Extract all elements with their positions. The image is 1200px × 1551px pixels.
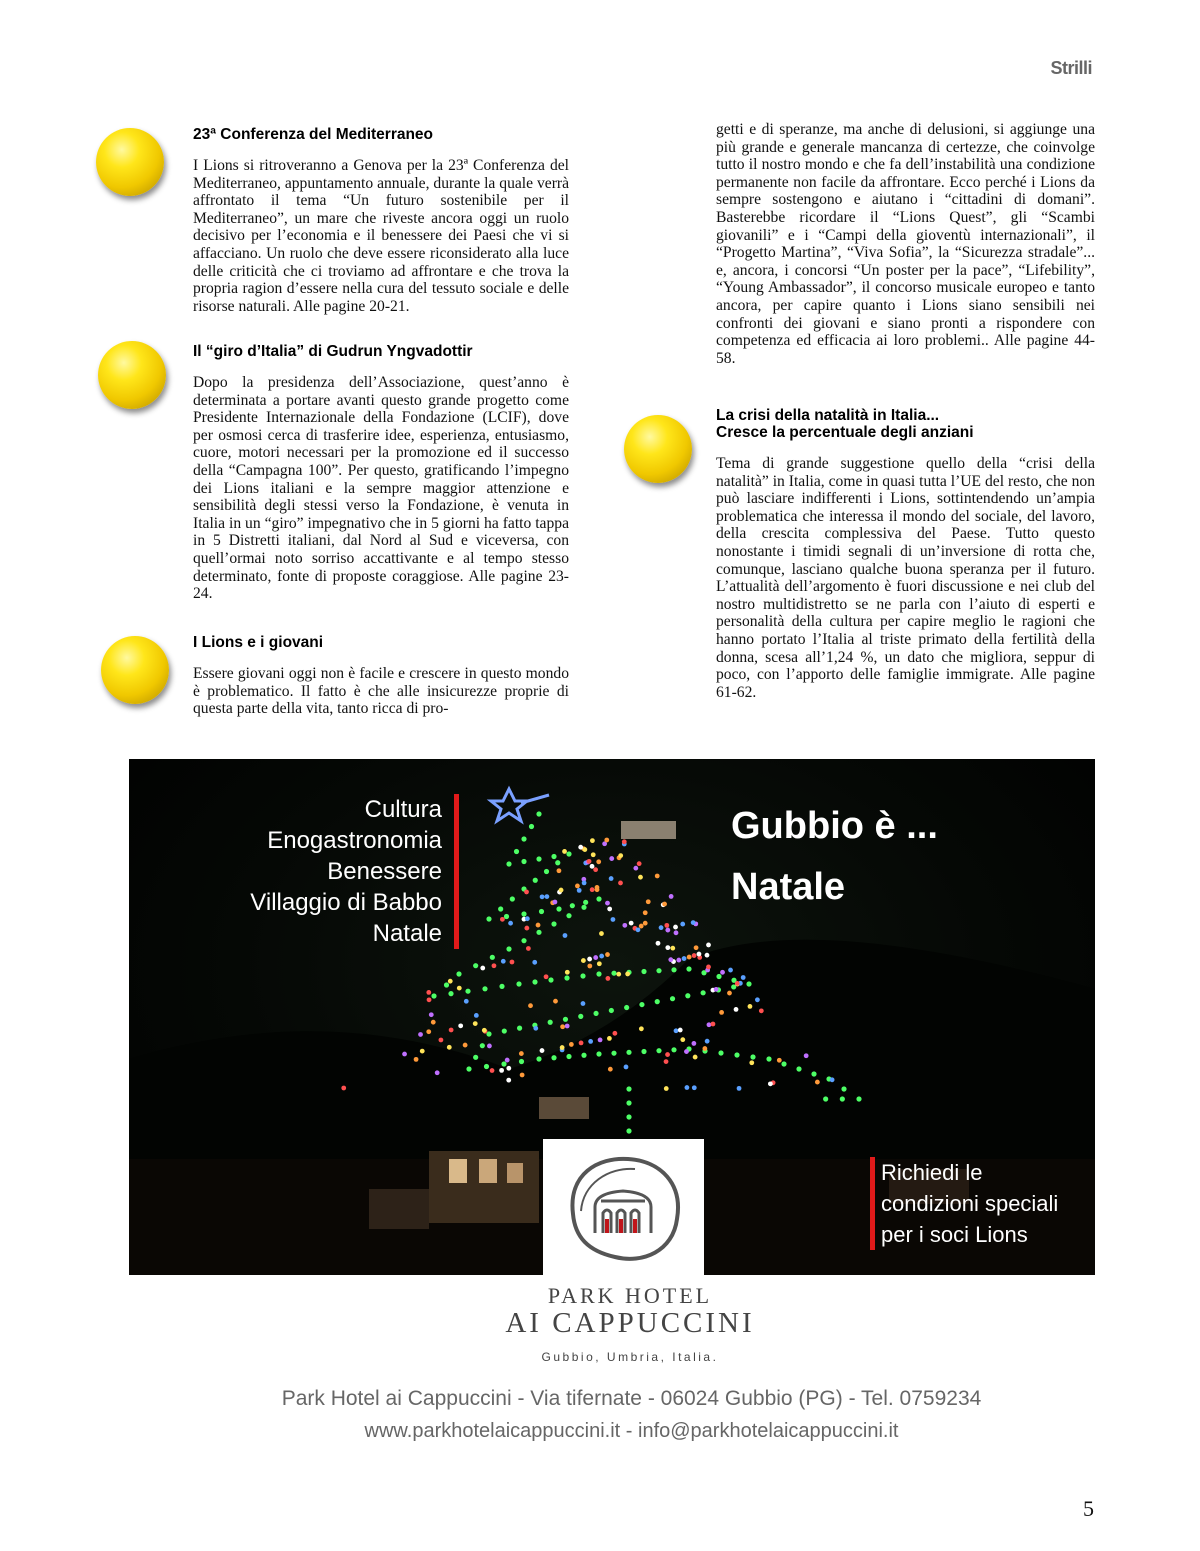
tree-light — [605, 976, 610, 981]
tree-light — [418, 1032, 423, 1037]
tree-light — [581, 1053, 586, 1058]
tree-light — [608, 1067, 613, 1072]
tree-light — [656, 1048, 661, 1053]
article-body: Essere giovani oggi non è facile e crescere in questo mondo è problematico. Il fatto è che alle insicurezze proprie di questa parte della vita, tanto ricca di pro- — [193, 665, 569, 718]
tree-light — [734, 1007, 739, 1012]
tree-light — [616, 972, 621, 977]
tree-light — [473, 1021, 478, 1026]
tree-light — [625, 972, 630, 977]
tree-light — [684, 1049, 689, 1054]
tree-light — [565, 970, 570, 975]
tree-light — [665, 945, 670, 950]
tree-light — [716, 974, 721, 979]
article-natalita — [716, 407, 1095, 701]
tree-light — [533, 1026, 538, 1031]
tree-light — [609, 856, 614, 861]
tree-light — [687, 955, 692, 960]
hotel-location: Gubbio, Umbria, Italia. — [541, 1350, 719, 1364]
tree-light — [711, 1022, 716, 1027]
tree-light — [490, 1068, 495, 1073]
hotel-logo — [543, 1139, 704, 1275]
tree-light — [633, 866, 638, 871]
tree-light — [662, 902, 667, 907]
tree-light — [560, 1024, 565, 1029]
tree-light — [519, 1059, 524, 1064]
tree-light — [590, 887, 595, 892]
tree-light — [596, 1051, 601, 1056]
tree-light — [482, 986, 487, 991]
tree-light — [719, 1010, 724, 1015]
tree-light — [618, 853, 623, 858]
tree-light — [624, 1065, 629, 1070]
tree-light — [597, 961, 602, 966]
tree-light — [575, 884, 580, 889]
tree-light — [748, 1004, 753, 1009]
tree-light — [781, 1061, 786, 1066]
tree-light — [659, 925, 664, 930]
tree-light — [665, 1052, 670, 1057]
tree-light — [508, 921, 513, 926]
tree-light — [685, 1085, 690, 1090]
tree-light — [641, 1049, 646, 1054]
tree-light — [646, 899, 651, 904]
tree-light — [414, 1057, 419, 1062]
tree-light — [529, 824, 534, 829]
tree-light — [556, 906, 561, 911]
tree-light — [596, 971, 601, 976]
tree-light — [501, 1061, 506, 1066]
tree-light — [734, 1052, 739, 1057]
tree-light — [553, 900, 558, 905]
tree-light — [609, 876, 614, 881]
tree-light — [664, 923, 669, 928]
tree-light — [759, 1008, 764, 1013]
tree-light — [768, 1081, 773, 1086]
tree-light — [624, 1005, 629, 1010]
tree-light — [480, 1043, 485, 1048]
tree-light — [856, 1096, 861, 1101]
tree-light — [577, 888, 582, 893]
tree-light — [685, 993, 690, 998]
ad-service-item: Enogastronomia — [267, 827, 442, 854]
tree-light — [741, 975, 746, 980]
tree-light — [728, 968, 733, 973]
yellow-bullet-icon — [101, 636, 169, 704]
tree-light — [581, 905, 586, 910]
tree-light — [604, 838, 609, 843]
tree-light — [682, 956, 687, 961]
tree-light — [448, 991, 453, 996]
ad-call-to-action: Richiedi le condizioni speciali per i soci Lions — [870, 1157, 1058, 1250]
tree-light — [551, 1055, 556, 1060]
tree-light — [804, 1053, 809, 1058]
tree-light — [505, 1058, 510, 1063]
tree-light — [664, 1086, 669, 1091]
tree-light — [555, 860, 560, 865]
tree-light — [590, 838, 595, 843]
tree-light — [482, 1028, 487, 1033]
tree-light — [544, 869, 549, 874]
tree-light — [749, 1060, 754, 1065]
tree-light — [544, 894, 549, 899]
tree-light — [590, 864, 595, 869]
tree-light — [486, 916, 491, 921]
tree-light — [680, 922, 685, 927]
tree-light — [484, 1064, 489, 1069]
tree-light — [533, 878, 538, 883]
tree-light — [707, 1022, 712, 1027]
tree-light — [674, 930, 679, 935]
tree-light — [593, 955, 598, 960]
tree-light — [506, 1078, 511, 1083]
tree-light — [447, 1045, 452, 1050]
tree-light — [750, 1054, 755, 1059]
tree-light — [427, 997, 432, 1002]
tree-light — [673, 925, 678, 930]
tree-light — [532, 960, 537, 965]
tree-light — [525, 916, 530, 921]
tree-light — [521, 859, 526, 864]
tree-light — [626, 1086, 631, 1091]
tree-light — [341, 1086, 346, 1091]
ad-service-item: Villaggio di Babbo — [250, 889, 442, 916]
tree-light — [686, 966, 691, 971]
tree-light — [426, 1029, 431, 1034]
tree-light — [705, 953, 710, 958]
tree-light — [540, 894, 545, 899]
hotel-contact-address: Park Hotel ai Cappuccini - Via tifernate - 06024 Gubbio (PG) - Tel. 0759234 — [281, 1387, 982, 1410]
tree-light — [637, 861, 642, 866]
tree-light — [506, 861, 511, 866]
article-body: I Lions si ritroveranno a Genova per la 23ª Conferenza del Mediterraneo, appuntamento annuale, durante la quale verrà affrontato il tema “Un futuro sostenibile per il Mediterraneo”, un mare che riveste ancora oggi un ruolo decisivo per l’economia e il benessere dei Paesi che vi si affacciano. Un ruolo che deve essere riconsiderato alla luce delle criticità che ci troviamo ad affrontare e che trova la propria ragion d’essere nella cura del tessuto sociale e delle risorse naturali. Alle pagine 20-21. — [193, 157, 569, 315]
tree-light — [656, 968, 661, 973]
tree-light — [566, 851, 571, 856]
yellow-bullet-icon — [96, 128, 164, 196]
tree-light — [598, 1038, 603, 1043]
tree-light — [636, 927, 641, 932]
tree-light — [626, 1114, 631, 1119]
tree-light — [402, 1052, 407, 1057]
article-title: I Lions e i giovani — [193, 634, 324, 651]
tree-light — [583, 900, 588, 905]
tree-light — [548, 977, 553, 982]
tree-light — [473, 963, 478, 968]
tree-light — [516, 981, 521, 986]
tree-light — [692, 953, 697, 958]
tree-light — [521, 938, 526, 943]
tree-light — [694, 945, 699, 950]
tree-light — [638, 875, 643, 880]
ad-service-item: Cultura — [364, 796, 442, 823]
tree-light — [559, 888, 564, 893]
tree-light — [796, 1066, 801, 1071]
tree-light — [464, 999, 469, 1004]
article-body: Tema di grande suggestione quello della “crisi della natalità” in Italia, come in quasi tutta l’UE del resto, che non può lasciare indifferenti i Lions, sottintendendo un’ampia problematica che interessa il mondo del sociale, del lavoro, della crescita complessiva del Paese. Tutto questo nonostante i timidi segnali di un’inversione di rotta che, comunque, lasciano qualche buona speranza per il futuro. L’attualità dell’argomento è fuori discussione e nei club del nostro multidistretto se ne parla con l’aiuto di esperti e personalità della cultura per capire meglio le ragioni che hanno portato l’Italia al triste primato della fertilità della donna, scesa all’1,24 %, un dato che migliora, seppur di poco, con l’apporto delle famiglie immigrate. Alle pagine 61-62. — [716, 455, 1095, 701]
tree-light — [536, 923, 541, 928]
tree-light — [841, 1086, 846, 1091]
tree-light — [691, 1041, 696, 1046]
page-number: 5 — [1083, 1496, 1094, 1521]
tree-light — [557, 868, 562, 873]
tree-light — [580, 973, 585, 978]
tree-light — [605, 952, 610, 957]
tree-light — [706, 943, 711, 948]
tree-light — [595, 887, 600, 892]
tree-light — [622, 839, 627, 844]
tree-light — [639, 1002, 644, 1007]
tree-light — [426, 990, 431, 995]
tree-light — [506, 946, 511, 951]
tree-light — [655, 874, 660, 879]
tree-light — [466, 1066, 471, 1071]
hotel-name-line2: AI CAPPUCCINI — [505, 1307, 755, 1339]
tree-light — [553, 999, 558, 1004]
tree-light — [480, 966, 485, 971]
tree-light — [536, 1056, 541, 1061]
tree-light — [618, 881, 623, 886]
tree-light — [566, 913, 571, 918]
tree-light — [815, 1080, 820, 1085]
tree-light — [582, 880, 587, 885]
tree-light — [563, 1017, 568, 1022]
tree-light — [755, 997, 760, 1002]
tree-light — [680, 1037, 685, 1042]
tree-light — [532, 979, 537, 984]
tree-light — [626, 1100, 631, 1105]
tree-light — [691, 920, 696, 925]
tree-light — [629, 921, 634, 926]
tree-light — [448, 979, 453, 984]
tree-light — [524, 926, 529, 931]
tree-light — [737, 1086, 742, 1091]
tree-light — [671, 1047, 676, 1052]
tree-light — [692, 1085, 697, 1090]
tree-light — [587, 859, 592, 864]
tree-light — [499, 1068, 504, 1073]
tree-light — [431, 1020, 436, 1025]
tree-light — [528, 1003, 533, 1008]
tree-light — [579, 1041, 584, 1046]
tree-light — [566, 1054, 571, 1059]
tree-light — [705, 1039, 710, 1044]
tree-light — [609, 1008, 614, 1013]
tree-light — [599, 931, 604, 936]
tree-light — [514, 849, 519, 854]
article-continuation: getti e di speranze, ma anche di delusioni, si aggiunge una più grande e generale mancanza di certezze, che coinvolge tutto il nostro mondo e che fa dell’instabilità una condizione permanente non facile da affrontare. Ecco perché i Lions da sempre sostengono e aiutano i “cittadini di domani”. Basterebbe ricordare il “Lions Quest”, gli “Scambi giovanili” e i “Campi della gioventù internazionali”, il “Progetto Martina”, “Viva Sofia”, la “Sicurezza stradale”... e, ancora, i concorsi “Un poster per la pace”, “Lifebility”, “Young Ambassador”, il concorso musicale europeo e tanto ancora, per capire quanto i Lions siano sensibili nei confronti dei giovani e siano pronti a rispondere con competenza ed efficacia ai loro problemi.. Alle pagine 44-58. — [716, 121, 1095, 367]
tree-light — [746, 981, 751, 986]
hotel-name-line1: PARK HOTEL — [547, 1283, 713, 1308]
tree-light — [735, 981, 740, 986]
tree-light — [669, 894, 674, 899]
tree-light — [504, 914, 509, 919]
tree-light — [521, 911, 526, 916]
tree-light — [551, 921, 556, 926]
ad-service-item: Natale — [372, 920, 442, 947]
article-lions-giovani — [193, 634, 569, 718]
tree-light — [517, 1026, 522, 1031]
tree-light — [655, 999, 660, 1004]
tree-light — [444, 982, 449, 987]
tree-light — [501, 959, 506, 964]
tree-light — [670, 996, 675, 1001]
tree-light — [671, 967, 676, 972]
article-title: La crisi della natalità in Italia... Cresce la percentuale degli anziani — [716, 407, 974, 441]
tree-light — [474, 1013, 479, 1018]
tree-light — [622, 923, 627, 928]
tree-light — [526, 946, 531, 951]
tree-light — [578, 845, 583, 850]
tree-light — [697, 952, 702, 957]
tree-light — [664, 1059, 669, 1064]
tree-light — [420, 1049, 425, 1054]
article-title: Il “giro d’Italia” di Gudrun Yngvadottir — [193, 343, 473, 360]
tree-light — [563, 933, 568, 938]
tree-light — [539, 909, 544, 914]
tree-light — [720, 970, 725, 975]
tree-light — [612, 1031, 617, 1036]
tree-light — [540, 1048, 545, 1053]
tree-light — [611, 971, 616, 976]
tree-light — [544, 974, 549, 979]
tree-light — [581, 958, 586, 963]
tree-light — [536, 811, 541, 816]
tree-light — [676, 958, 681, 963]
tree-light — [626, 1050, 631, 1055]
tree-light — [473, 1055, 478, 1060]
tree-light — [811, 1071, 816, 1076]
tree-light — [564, 975, 569, 980]
tree-light — [596, 896, 601, 901]
article-giro-italia — [193, 343, 569, 603]
tree-light — [578, 1014, 583, 1019]
tree-light — [639, 1026, 644, 1031]
ad-services-list — [250, 794, 459, 949]
tree-light — [702, 1046, 707, 1051]
tree-light — [506, 1066, 511, 1071]
tree-light — [706, 965, 711, 970]
tree-light — [607, 1036, 612, 1041]
tree-light — [500, 917, 505, 922]
tree-light — [435, 1070, 440, 1075]
tree-light — [643, 921, 648, 926]
tree-light — [560, 1045, 565, 1050]
tree-light — [599, 954, 604, 959]
tree-light — [551, 854, 556, 859]
tree-light — [499, 984, 504, 989]
tree-light — [456, 971, 461, 976]
tree-light — [487, 1044, 492, 1049]
tree-light — [492, 963, 497, 968]
tree-light — [777, 1058, 782, 1063]
tree-light — [678, 1028, 683, 1033]
tree-light — [596, 859, 601, 864]
tree-light — [498, 906, 503, 911]
tree-light — [766, 1056, 771, 1061]
tree-light — [439, 1038, 444, 1043]
tree-light — [520, 1073, 525, 1078]
yellow-bullet-icon — [624, 415, 692, 483]
tree-light — [588, 1039, 593, 1044]
tree-light — [587, 964, 592, 969]
tree-light — [665, 928, 670, 933]
article-title: 23ª Conferenza del Mediterraneo — [193, 126, 434, 143]
tree-light — [693, 1055, 698, 1060]
tree-light — [727, 991, 732, 996]
ad-headline: Gubbio è ... Natale — [731, 805, 938, 908]
tree-light — [605, 901, 610, 906]
tree-light — [562, 849, 567, 854]
tree-light — [570, 903, 575, 908]
tree-light — [668, 957, 673, 962]
tree-light — [490, 955, 495, 960]
tree-light — [458, 1023, 463, 1028]
tree-light — [457, 986, 462, 991]
tree-light — [840, 1096, 845, 1101]
article-mediterraneo — [193, 126, 569, 315]
tree-light — [429, 1012, 434, 1017]
yellow-bullet-icon — [98, 341, 166, 409]
tree-light — [524, 890, 529, 895]
tree-light — [536, 856, 541, 861]
tree-light — [581, 1001, 586, 1006]
tree-light — [643, 910, 648, 915]
tree-light — [639, 924, 644, 929]
tree-light — [536, 930, 541, 935]
tree-light — [823, 1096, 828, 1101]
tree-light — [674, 1028, 679, 1033]
tree-light — [593, 1011, 598, 1016]
hotel-logo-icon — [543, 1139, 704, 1275]
tree-light — [510, 896, 515, 901]
tree-light — [607, 907, 612, 912]
tree-light — [582, 847, 587, 852]
tree-light — [431, 993, 436, 998]
tree-light — [548, 1020, 553, 1025]
tree-light — [670, 946, 675, 951]
tree-light — [502, 1028, 507, 1033]
tree-light — [714, 987, 719, 992]
tree-light — [701, 990, 706, 995]
tree-light — [656, 941, 661, 946]
tree-light — [593, 867, 598, 872]
tree-light — [718, 1050, 723, 1055]
tree-light — [565, 1024, 570, 1029]
tree-light — [611, 1051, 616, 1056]
tree-light — [519, 1051, 524, 1056]
article-body: Dopo la presidenza dell’Associazione, quest’anno è determinata a portare avanti questo grande progetto come Presidente Internazionale della Fondazione (LCIF), dove per osmosi cerca di trasferire idee, esperienza, entusiasmo, cuore, motori necessari per la promozione ed il successo della “Campagna 100”. Per questo, gratificando l’impegno dei Lions italiani e la sempre maggior attenzione e sensibilità degli stessi verso la Fondazione, è venuta in Italia in un “giro” impegnativo che in 5 giorni ha fatto tappa in 5 Distretti italiani, dal Nord al Sud e viceversa, con quell’ormai noto sorriso accattivante e al tempo stesso determinato, fonte di proposte coraggiose. Alle pagine 23-24. — [193, 374, 569, 603]
tree-light — [521, 836, 526, 841]
tree-light — [510, 960, 515, 965]
tree-light — [569, 1042, 574, 1047]
hotel-contact-web[interactable]: www.parkhotelaicappuccini.it - info@parkhotelaicappuccini.it — [364, 1420, 899, 1442]
tree-light — [465, 989, 470, 994]
tree-light — [449, 1028, 454, 1033]
tree-light — [626, 1128, 631, 1133]
ad-service-item: Benessere — [327, 858, 442, 885]
tree-light — [591, 852, 596, 857]
tree-light — [830, 1077, 835, 1082]
tree-light — [463, 1043, 468, 1048]
section-tag: Strilli — [1050, 58, 1092, 78]
tree-light — [641, 969, 646, 974]
tree-light — [611, 917, 616, 922]
tree-light — [587, 957, 592, 962]
